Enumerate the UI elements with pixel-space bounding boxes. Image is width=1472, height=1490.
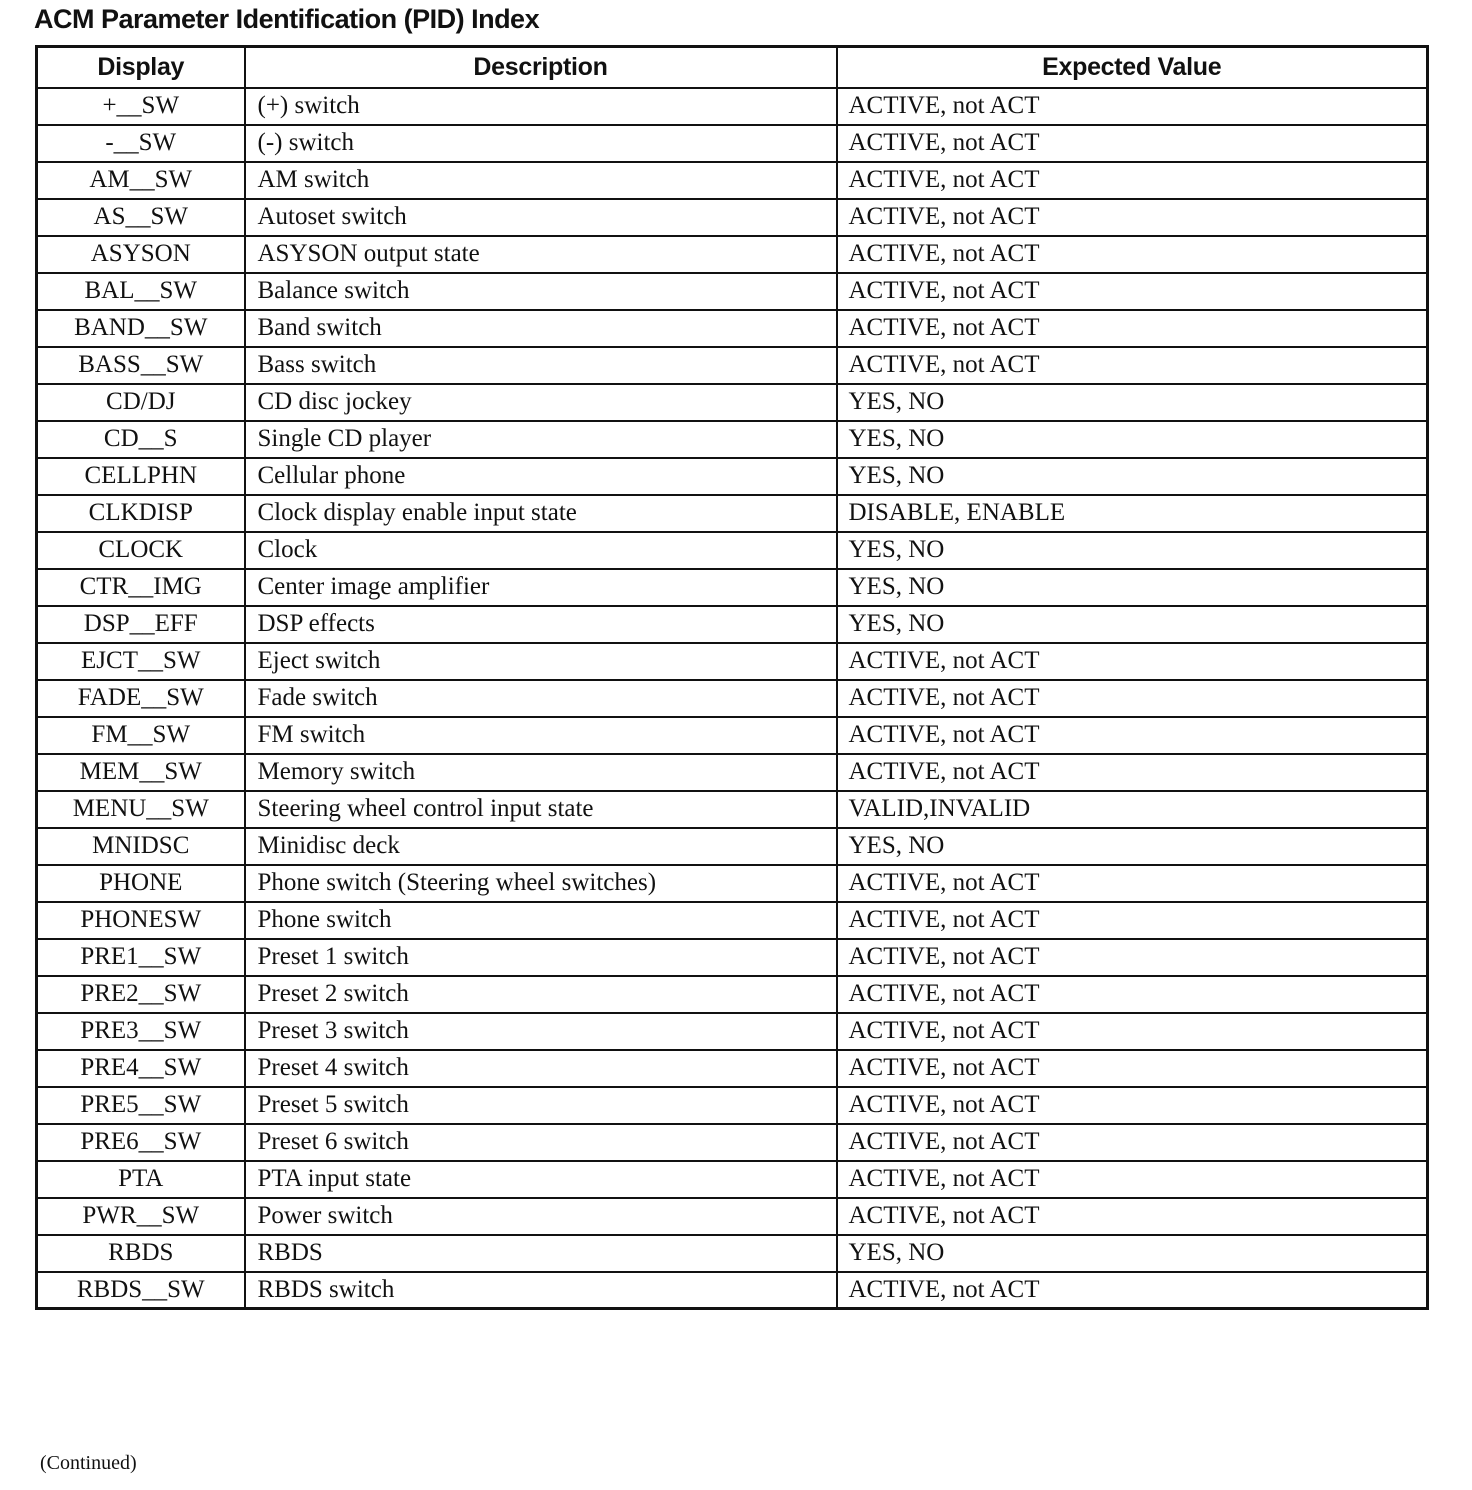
table-row	[37, 939, 1428, 976]
display-cell: BASS__SW	[37, 347, 245, 384]
display-cell: BAL__SW	[37, 273, 245, 310]
display-cell: CELLPHN	[37, 458, 245, 495]
display-cell: PWR__SW	[37, 1198, 245, 1235]
description-cell: Preset 4 switch	[245, 1050, 837, 1087]
expected-value-cell: YES, NO	[837, 606, 1428, 643]
table-row	[37, 199, 1428, 236]
display-cell: CLKDISP	[37, 495, 245, 532]
description-cell: Bass switch	[245, 347, 837, 384]
display-cell: CLOCK	[37, 532, 245, 569]
description-cell: CD disc jockey	[245, 384, 837, 421]
description-cell: (+) switch	[245, 88, 837, 125]
continued-note: (Continued)	[40, 1452, 137, 1474]
table-body	[37, 88, 1428, 1309]
display-cell: CD__S	[37, 421, 245, 458]
display-cell: PRE4__SW	[37, 1050, 245, 1087]
expected-value-cell: ACTIVE, not ACT	[837, 865, 1428, 902]
table-row	[37, 606, 1428, 643]
table-row	[37, 902, 1428, 939]
description-cell: Clock	[245, 532, 837, 569]
expected-value-cell: ACTIVE, not ACT	[837, 680, 1428, 717]
display-cell: PHONESW	[37, 902, 245, 939]
display-cell: BAND__SW	[37, 310, 245, 347]
description-cell: RBDS	[245, 1235, 837, 1272]
table-row	[37, 828, 1428, 865]
expected-value-cell: ACTIVE, not ACT	[837, 88, 1428, 125]
table-row	[37, 310, 1428, 347]
display-cell: FADE__SW	[37, 680, 245, 717]
description-cell: Single CD player	[245, 421, 837, 458]
display-cell: FM__SW	[37, 717, 245, 754]
column-header-description: Description	[245, 47, 837, 88]
table-row	[37, 347, 1428, 384]
table-row	[37, 236, 1428, 273]
display-cell: MEM__SW	[37, 754, 245, 791]
table-row	[37, 1050, 1428, 1087]
expected-value-cell: ACTIVE, not ACT	[837, 199, 1428, 236]
column-header-expected-value: Expected Value	[837, 47, 1428, 88]
description-cell: Fade switch	[245, 680, 837, 717]
table-row	[37, 532, 1428, 569]
display-cell: DSP__EFF	[37, 606, 245, 643]
display-cell: -__SW	[37, 125, 245, 162]
expected-value-cell: ACTIVE, not ACT	[837, 162, 1428, 199]
description-cell: Preset 5 switch	[245, 1087, 837, 1124]
description-cell: AM switch	[245, 162, 837, 199]
table-row	[37, 458, 1428, 495]
display-cell: PRE6__SW	[37, 1124, 245, 1161]
description-cell: Memory switch	[245, 754, 837, 791]
expected-value-cell: ACTIVE, not ACT	[837, 1087, 1428, 1124]
expected-value-cell: VALID,INVALID	[837, 791, 1428, 828]
expected-value-cell: ACTIVE, not ACT	[837, 1272, 1428, 1309]
table-header-row	[37, 47, 1428, 88]
description-cell: Steering wheel control input state	[245, 791, 837, 828]
expected-value-cell: ACTIVE, not ACT	[837, 273, 1428, 310]
display-cell: RBDS__SW	[37, 1272, 245, 1309]
display-cell: PTA	[37, 1161, 245, 1198]
table-row	[37, 384, 1428, 421]
expected-value-cell: YES, NO	[837, 458, 1428, 495]
expected-value-cell: ACTIVE, not ACT	[837, 310, 1428, 347]
description-cell: ASYSON output state	[245, 236, 837, 273]
table-row	[37, 791, 1428, 828]
expected-value-cell: ACTIVE, not ACT	[837, 1013, 1428, 1050]
description-cell: Center image amplifier	[245, 569, 837, 606]
table-row	[37, 1161, 1428, 1198]
display-cell: ASYSON	[37, 236, 245, 273]
description-cell: Autoset switch	[245, 199, 837, 236]
description-cell: Preset 6 switch	[245, 1124, 837, 1161]
display-cell: MNIDSC	[37, 828, 245, 865]
description-cell: DSP effects	[245, 606, 837, 643]
expected-value-cell: ACTIVE, not ACT	[837, 754, 1428, 791]
display-cell: CTR__IMG	[37, 569, 245, 606]
expected-value-cell: ACTIVE, not ACT	[837, 939, 1428, 976]
description-cell: (-) switch	[245, 125, 837, 162]
table-row	[37, 865, 1428, 902]
table-row	[37, 273, 1428, 310]
expected-value-cell: YES, NO	[837, 532, 1428, 569]
table-row	[37, 88, 1428, 125]
display-cell: PRE3__SW	[37, 1013, 245, 1050]
expected-value-cell: ACTIVE, not ACT	[837, 717, 1428, 754]
description-cell: RBDS switch	[245, 1272, 837, 1309]
expected-value-cell: ACTIVE, not ACT	[837, 1050, 1428, 1087]
table-row	[37, 1013, 1428, 1050]
table-row	[37, 569, 1428, 606]
description-cell: Power switch	[245, 1198, 837, 1235]
expected-value-cell: YES, NO	[837, 1235, 1428, 1272]
description-cell: Phone switch (Steering wheel switches)	[245, 865, 837, 902]
description-cell: Eject switch	[245, 643, 837, 680]
table-row	[37, 680, 1428, 717]
page-title: ACM Parameter Identification (PID) Index	[34, 4, 540, 34]
table-row	[37, 976, 1428, 1013]
description-cell: Balance switch	[245, 273, 837, 310]
description-cell: Phone switch	[245, 902, 837, 939]
table-row	[37, 162, 1428, 199]
table-row	[37, 421, 1428, 458]
expected-value-cell: ACTIVE, not ACT	[837, 236, 1428, 273]
table-row	[37, 1087, 1428, 1124]
description-cell: Cellular phone	[245, 458, 837, 495]
expected-value-cell: YES, NO	[837, 384, 1428, 421]
expected-value-cell: ACTIVE, not ACT	[837, 976, 1428, 1013]
display-cell: AS__SW	[37, 199, 245, 236]
column-header-display: Display	[37, 47, 245, 88]
description-cell: Minidisc deck	[245, 828, 837, 865]
description-cell: PTA input state	[245, 1161, 837, 1198]
expected-value-cell: YES, NO	[837, 828, 1428, 865]
table-row	[37, 125, 1428, 162]
table-row	[37, 643, 1428, 680]
table-row	[37, 1272, 1428, 1309]
description-cell: FM switch	[245, 717, 837, 754]
expected-value-cell: ACTIVE, not ACT	[837, 1198, 1428, 1235]
description-cell: Preset 3 switch	[245, 1013, 837, 1050]
expected-value-cell: YES, NO	[837, 569, 1428, 606]
table-row	[37, 495, 1428, 532]
description-cell: Preset 2 switch	[245, 976, 837, 1013]
display-cell: PRE1__SW	[37, 939, 245, 976]
pid-index-table	[35, 45, 1429, 1310]
expected-value-cell: ACTIVE, not ACT	[837, 643, 1428, 680]
table-row	[37, 1198, 1428, 1235]
description-cell: Clock display enable input state	[245, 495, 837, 532]
description-cell: Band switch	[245, 310, 837, 347]
display-cell: EJCT__SW	[37, 643, 245, 680]
table-row	[37, 754, 1428, 791]
display-cell: PRE2__SW	[37, 976, 245, 1013]
expected-value-cell: ACTIVE, not ACT	[837, 1161, 1428, 1198]
display-cell: +__SW	[37, 88, 245, 125]
table-row	[37, 1124, 1428, 1161]
expected-value-cell: ACTIVE, not ACT	[837, 347, 1428, 384]
display-cell: RBDS	[37, 1235, 245, 1272]
description-cell: Preset 1 switch	[245, 939, 837, 976]
expected-value-cell: DISABLE, ENABLE	[837, 495, 1428, 532]
expected-value-cell: YES, NO	[837, 421, 1428, 458]
table-row	[37, 717, 1428, 754]
expected-value-cell: ACTIVE, not ACT	[837, 902, 1428, 939]
display-cell: AM__SW	[37, 162, 245, 199]
expected-value-cell: ACTIVE, not ACT	[837, 1124, 1428, 1161]
table-row	[37, 1235, 1428, 1272]
display-cell: PHONE	[37, 865, 245, 902]
display-cell: PRE5__SW	[37, 1087, 245, 1124]
expected-value-cell: ACTIVE, not ACT	[837, 125, 1428, 162]
display-cell: CD/DJ	[37, 384, 245, 421]
display-cell: MENU__SW	[37, 791, 245, 828]
